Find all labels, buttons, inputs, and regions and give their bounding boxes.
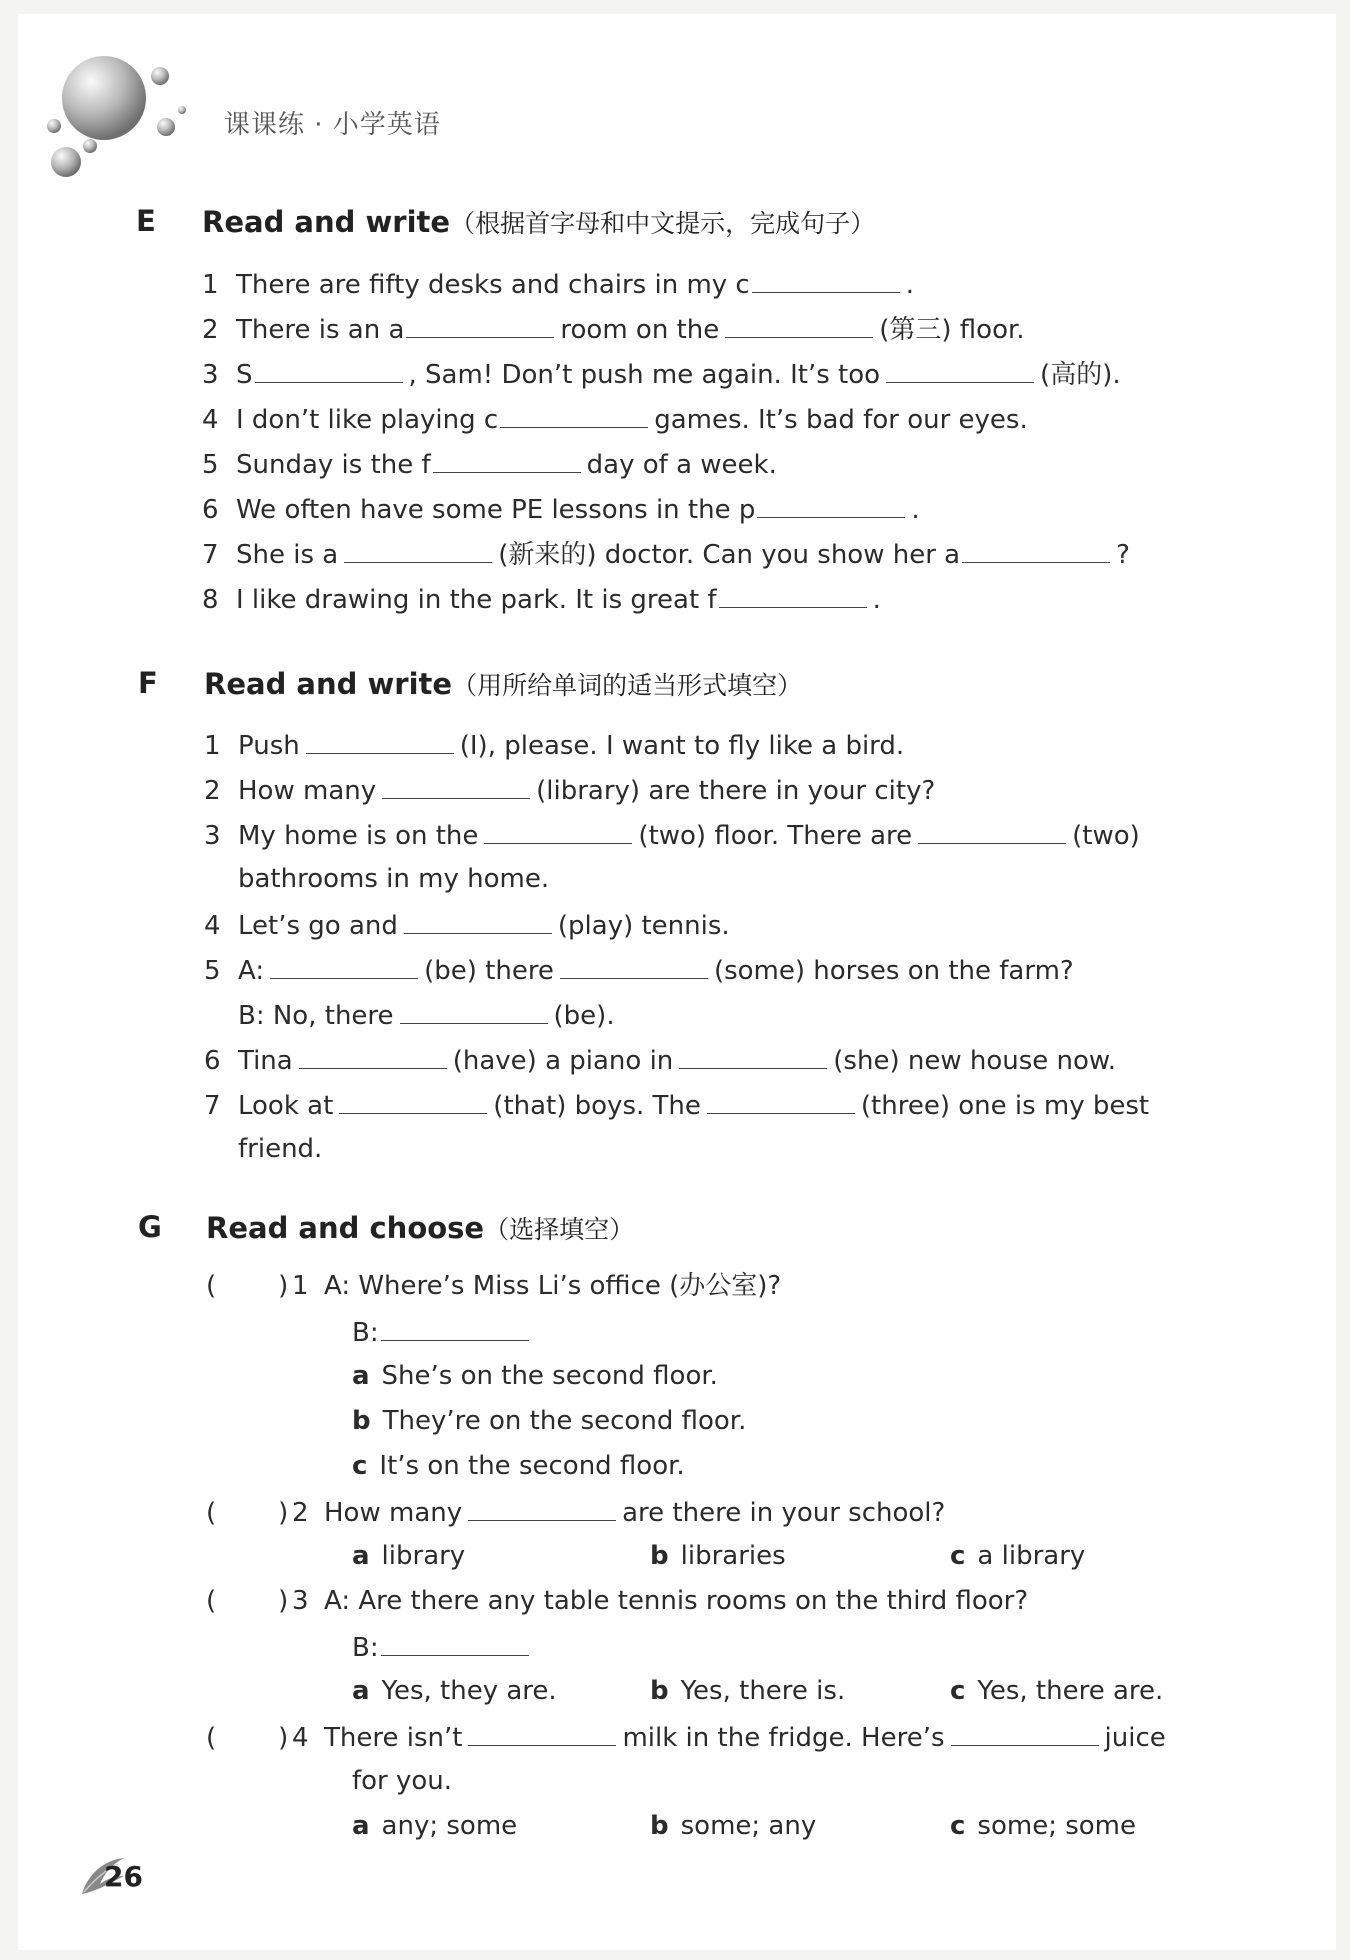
item-number: 8 [202,585,219,615]
answer-blank[interactable] [484,819,632,844]
f-item-3 [204,819,1140,851]
item-number: 1 [202,270,219,300]
item-text: Sunday is the f [236,450,431,480]
answer-blank[interactable] [757,493,905,518]
g-q3-opt-b [650,1676,845,1706]
item-text: Let’s go and [238,911,398,941]
e-item-1 [202,268,914,300]
item-text: (play) tennis. [557,911,730,941]
item-number: 2 [292,1498,309,1528]
answer-blank[interactable] [344,538,492,563]
paren-open: ( [206,1586,217,1616]
item-text: juice [1104,1723,1166,1753]
item-text: (be). [553,1001,615,1031]
section-g-letter: G [138,1210,162,1244]
item-number: 7 [202,540,219,570]
f-item-4 [204,909,730,941]
item-text: Tina [238,1046,293,1076]
f-item-6 [204,1044,1116,1076]
item-text: B: [352,1633,379,1663]
item-number: 1 [204,731,221,761]
answer-paren[interactable] [206,1586,292,1616]
g-q3-opt-a [352,1676,557,1706]
answer-blank[interactable] [381,1316,529,1341]
option-letter: c [950,1541,966,1571]
section-f-title-en: Read and write [204,667,453,701]
option-text: Yes, there is. [680,1676,846,1706]
paren-close: ) [278,1586,289,1616]
e-item-7 [202,538,1130,570]
item-text: (that) boys. The [493,1091,701,1121]
section-e-title [202,204,875,240]
e-item-3 [202,358,1121,390]
option-letter: c [950,1676,966,1706]
item-text: (高的). [1040,360,1121,390]
g-q1-opt-a [352,1361,718,1391]
section-g-title [206,1210,634,1246]
item-text: . [911,495,920,525]
item-text: Push [238,731,300,761]
header-title: 课课练 · 小学英语 [224,110,441,140]
item-number: 5 [202,450,219,480]
item-text: (two) floor. There are [638,821,913,851]
item-text: Look at [238,1091,334,1121]
answer-blank[interactable] [404,909,552,934]
paren-close: ) [278,1723,289,1753]
paren-open: ( [206,1498,217,1528]
option-letter: b [650,1811,669,1841]
item-text: S [236,360,253,390]
item-text: A: Are there any table tennis rooms on the third floor? [324,1586,1029,1616]
item-text: day of a week. [586,450,777,480]
item-text: How many [238,776,377,806]
answer-blank[interactable] [299,1044,447,1069]
answer-blank[interactable] [725,313,873,338]
f-item-5 [204,954,1074,986]
item-number: 4 [292,1723,309,1753]
option-text: a library [977,1541,1086,1571]
g-q4-opt-a [352,1811,517,1841]
item-number: 7 [204,1091,221,1121]
paren-close: ) [278,1271,289,1301]
item-text: bathrooms in my home. [238,864,550,894]
item-text: There isn’t [324,1723,463,1753]
option-text: Yes, they are. [381,1676,557,1706]
item-text: (library) are there in your city? [536,776,936,806]
item-number: 3 [292,1586,309,1616]
answer-blank[interactable] [255,358,403,383]
item-number: 6 [204,1046,221,1076]
answer-blank[interactable] [719,583,867,608]
answer-blank[interactable] [962,538,1110,563]
item-text: games. It’s bad for our eyes. [654,405,1028,435]
e-item-4 [202,403,1028,435]
answer-blank[interactable] [306,729,454,754]
option-letter: b [650,1676,669,1706]
option-letter: c [950,1811,966,1841]
g-q2 [206,1496,945,1528]
item-number: 4 [204,911,221,941]
answer-blank[interactable] [707,1089,855,1114]
option-letter: c [352,1451,368,1481]
item-text: . [872,585,881,615]
answer-blank[interactable] [406,313,554,338]
g-q1 [206,1271,781,1301]
item-text: How many [324,1498,463,1528]
f-item-5-cont [238,999,615,1031]
option-letter: b [352,1406,371,1436]
f-item-1 [204,729,904,761]
worksheet-page [18,14,1336,1950]
option-text: any; some [381,1811,518,1841]
answer-paren[interactable] [206,1271,292,1301]
g-q1-b [352,1316,535,1348]
f-item-2 [204,774,935,806]
g-q4-opt-b [650,1811,816,1841]
item-number: 4 [202,405,219,435]
answer-blank[interactable] [951,1721,1099,1746]
answer-blank[interactable] [560,954,708,979]
item-text: There are fifty desks and chairs in my c [236,270,750,300]
f-item-3-cont [238,864,549,894]
answer-blank[interactable] [382,774,530,799]
item-number: 5 [204,956,221,986]
item-number: 3 [204,821,221,851]
item-text: (three) one is my best [860,1091,1150,1121]
item-text: B: No, there [238,1001,394,1031]
g-q4-cont [352,1766,452,1796]
answer-blank[interactable] [886,358,1034,383]
item-text: room on the [560,315,720,345]
answer-blank[interactable] [500,403,648,428]
item-number: 3 [202,360,219,390]
g-q2-opt-c [950,1541,1085,1571]
item-text: milk in the fridge. Here’s [622,1723,945,1753]
item-text: We often have some PE lessons in the p [236,495,756,525]
option-text: She’s on the second floor. [381,1361,718,1391]
item-number: 2 [202,315,219,345]
g-q4-opt-c [950,1811,1136,1841]
section-e-letter: E [136,204,156,238]
f-item-7 [204,1089,1149,1121]
item-text: There is an a [236,315,405,345]
answer-paren[interactable] [206,1498,292,1528]
item-text: (新来的) doctor. Can you show her a [498,540,961,570]
answer-blank[interactable] [381,1631,529,1656]
option-text: It’s on the second floor. [379,1451,685,1481]
option-text: libraries [680,1541,786,1571]
item-text: (she) new house now. [833,1046,1117,1076]
paren-open: ( [206,1723,217,1753]
item-text: ? [1116,540,1130,570]
section-f-title-cn: （用所给单词的适当形式填空） [452,671,803,700]
option-text: some; some [977,1811,1136,1841]
item-text: , Sam! Don’t push me again. It’s too [408,360,881,390]
item-text: A: [238,956,265,986]
g-q3-opt-c [950,1676,1163,1706]
g-q3 [206,1586,1028,1616]
e-item-6 [202,493,920,525]
f-item-7-cont [238,1134,322,1164]
answer-blank[interactable] [400,999,548,1024]
g-q1-opt-b [352,1406,746,1436]
item-number: 2 [204,776,221,806]
option-text: They’re on the second floor. [382,1406,747,1436]
section-g-title-cn: （选择填空） [484,1215,635,1244]
item-text: I like drawing in the park. It is great f [236,585,717,615]
answer-blank[interactable] [270,954,418,979]
answer-blank[interactable] [918,819,1066,844]
item-text: are there in your school? [622,1498,946,1528]
g-q3-b [352,1631,535,1663]
e-item-2 [202,313,1025,345]
item-text: for you. [352,1766,453,1796]
option-letter: b [650,1541,669,1571]
item-text: B: [352,1318,379,1348]
option-letter: a [352,1676,370,1706]
item-text: . [905,270,914,300]
option-letter: a [352,1361,370,1391]
item-text: (be) there [424,956,554,986]
item-text: (I), please. I want to fly like a bird. [459,731,905,761]
answer-paren[interactable] [206,1723,292,1753]
option-letter: a [352,1541,370,1571]
item-number: 1 [292,1271,309,1301]
item-text: (have) a piano in [452,1046,674,1076]
section-f-title [204,666,802,702]
section-f-letter: F [138,666,158,700]
bubbles-decoration [18,14,218,204]
item-number: 6 [202,495,219,525]
e-item-8 [202,583,881,615]
g-q2-opt-a [352,1541,465,1571]
option-text: Yes, there are. [977,1676,1164,1706]
paren-close: ) [278,1498,289,1528]
g-q4 [206,1721,1166,1753]
g-q1-opt-c [352,1451,685,1481]
answer-blank[interactable] [339,1089,487,1114]
paren-open: ( [206,1271,217,1301]
option-text: library [381,1541,466,1571]
section-g-title-en: Read and choose [206,1211,485,1245]
item-text: My home is on the [238,821,479,851]
item-text: (第三) floor. [879,315,1025,345]
answer-blank[interactable] [433,448,581,473]
e-item-5 [202,448,777,480]
item-text: (some) horses on the farm? [713,956,1074,986]
page-number: 26 [104,1860,143,1893]
section-e-title-en: Read and write [202,205,451,239]
g-q2-opt-b [650,1541,786,1571]
item-text: She is a [236,540,339,570]
item-text: friend. [238,1134,323,1164]
section-e-title-cn: （根据首字母和中文提示，完成句子） [450,209,876,238]
option-text: some; any [680,1811,817,1841]
answer-blank[interactable] [752,268,900,293]
item-text: (two) [1072,821,1140,851]
option-letter: a [352,1811,370,1841]
item-text: A: Where’s Miss Li’s office (办公室)? [324,1271,782,1301]
answer-blank[interactable] [679,1044,827,1069]
answer-blank[interactable] [468,1721,616,1746]
answer-blank[interactable] [468,1496,616,1521]
item-text: I don’t like playing c [236,405,499,435]
